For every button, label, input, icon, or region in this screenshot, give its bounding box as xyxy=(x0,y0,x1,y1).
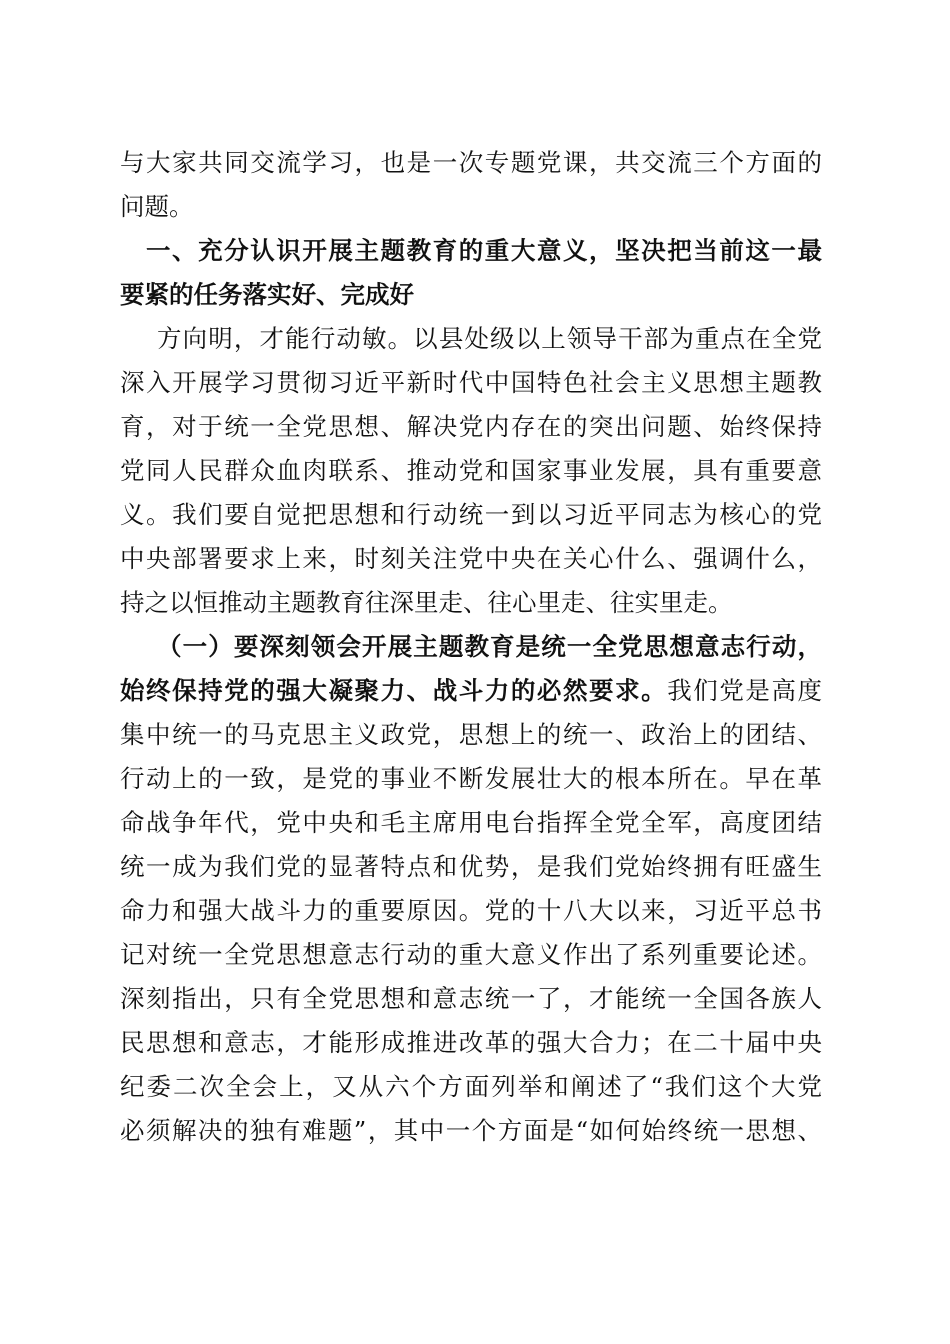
text-line xyxy=(120,1065,822,1109)
text-line xyxy=(120,229,822,273)
body-text: 统一成为我们党的显著特点和优势，是我们党始终拥有旺盛生 xyxy=(120,852,822,881)
text-line xyxy=(120,669,822,713)
document-body xyxy=(120,141,822,1153)
text-line xyxy=(120,1021,822,1065)
text-line xyxy=(120,889,822,933)
text-line xyxy=(120,845,822,889)
text-line xyxy=(120,493,822,537)
body-text: 方向明，才能行动敏。以县处级以上领导干部为重点在全党 xyxy=(157,324,822,353)
body-text: 与大家共同交流学习，也是一次专题党课，共交流三个方面的 xyxy=(120,148,822,177)
body-text: 党同人民群众血肉联系、推动党和国家事业发展，具有重要意 xyxy=(120,456,822,485)
body-text: 问题。 xyxy=(120,192,194,221)
text-line xyxy=(120,801,822,845)
body-text: 深入开展学习贯彻习近平新时代中国特色社会主义思想主题教 xyxy=(120,368,822,397)
bold-text: 要紧的任务落实好、完成好 xyxy=(120,280,414,309)
body-text: 育，对于统一全党思想、解决党内存在的突出问题、始终保持 xyxy=(120,412,822,441)
body-text: 我们党是高度 xyxy=(667,676,823,705)
text-line xyxy=(120,317,822,361)
text-line xyxy=(120,185,822,229)
bold-text: 始终保持党的强大凝聚力、战斗力的必然要求。 xyxy=(120,676,668,705)
text-line xyxy=(120,1109,822,1153)
body-text: 持之以恒推动主题教育往深里走、往心里走、往实里走。 xyxy=(120,588,733,617)
body-text: 命力和强大战斗力的重要原因。党的十八大以来，习近平总书 xyxy=(120,896,822,925)
body-text: 记对统一全党思想意志行动的重大意义作出了系列重要论述。 xyxy=(120,940,822,969)
body-text: 集中统一的马克思主义政党，思想上的统一、政治上的团结、 xyxy=(120,720,822,749)
text-line xyxy=(120,361,822,405)
body-text: 义。我们要自觉把思想和行动统一到以习近平同志为核心的党 xyxy=(120,500,822,529)
text-line xyxy=(120,713,822,757)
body-text: 纪委二次全会上，又从六个方面列举和阐述了“我们这个大党 xyxy=(120,1072,822,1101)
body-text: 命战争年代，党中央和毛主席用电台指挥全党全军，高度团结 xyxy=(120,808,822,837)
body-text: 深刻指出，只有全党思想和意志统一了，才能统一全国各族人 xyxy=(120,984,822,1013)
text-line xyxy=(120,449,822,493)
text-line xyxy=(120,757,822,801)
body-text: 必须解决的独有难题”，其中一个方面是“如何始终统一思想、 xyxy=(120,1116,822,1145)
text-line xyxy=(120,273,822,317)
text-line xyxy=(120,581,822,625)
text-line xyxy=(120,933,822,977)
text-line xyxy=(120,141,822,185)
bold-text: （一）要深刻领会开展主题教育是统一全党思想意志行动， xyxy=(157,632,822,661)
bold-text: 一、充分认识开展主题教育的重大意义，坚决把当前这一最 xyxy=(146,236,822,265)
text-line xyxy=(120,537,822,581)
body-text: 行动上的一致，是党的事业不断发展壮大的根本所在。早在革 xyxy=(120,764,822,793)
body-text: 中央部署要求上来，时刻关注党中央在关心什么、强调什么， xyxy=(120,544,822,573)
body-text: 民思想和意志，才能形成推进改革的强大合力；在二十届中央 xyxy=(120,1028,822,1057)
text-line xyxy=(120,977,822,1021)
text-line xyxy=(120,625,822,669)
text-line xyxy=(120,405,822,449)
